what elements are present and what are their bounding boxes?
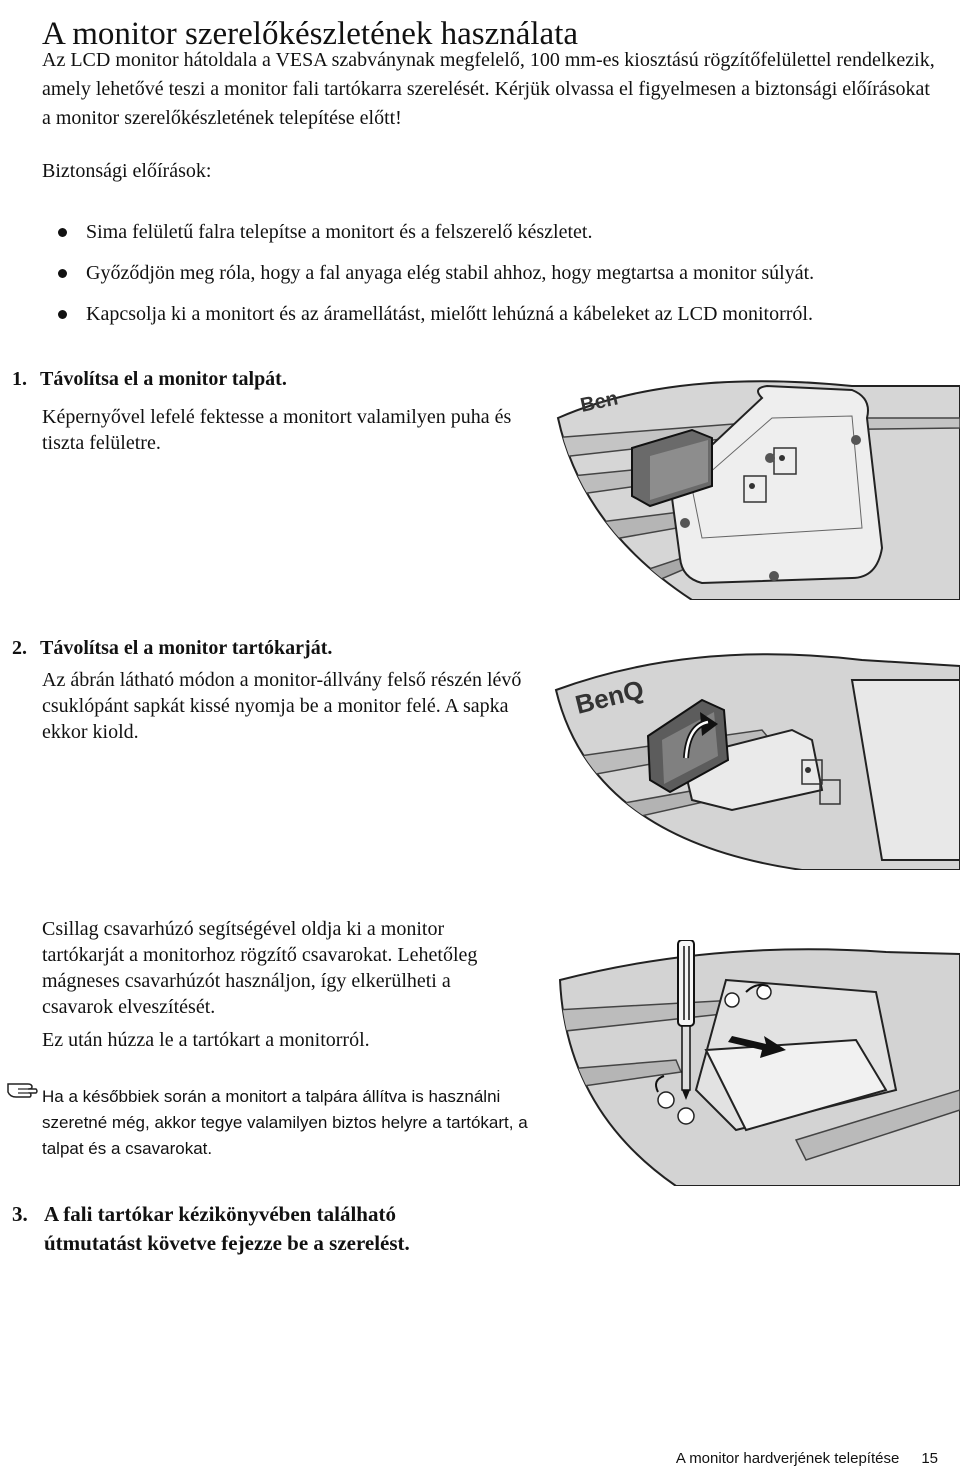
step2-screw-text: Csillag csavarhúzó segítségével oldja ki a monitor tartókarját a monitorhoz rögzítő csavarokat. Lehetőleg mágneses csavarhúzót használjon, így elkerülheti a csavarok elveszítését.: [42, 918, 478, 1018]
page-title: A monitor szerelőkészletének használata: [42, 16, 579, 53]
safety-item-text: Sima felületű falra telepítse a monitort és a felszerelő készletet.: [86, 221, 593, 243]
step3-number: 3.: [12, 1202, 28, 1226]
page-footer: [676, 1450, 938, 1467]
bullet-icon: [58, 310, 67, 319]
safety-list: [52, 216, 814, 339]
bullet-icon: [58, 269, 67, 278]
brand-logo: Ben: [578, 387, 621, 417]
step1-number: 1.: [12, 368, 27, 390]
safety-item: [52, 257, 814, 298]
safety-item-text: Kapcsolja ki a monitort és az áramellátást, mielőtt lehúzná a kábeleket az LCD monitorról.: [86, 303, 813, 325]
step2-heading-text: Távolítsa el a monitor tartókarját.: [40, 637, 333, 659]
step1-heading-text: Távolítsa el a monitor talpát.: [40, 368, 287, 390]
safety-item: [52, 298, 814, 339]
step2-text: Az ábrán látható módon a monitor-állvány felső részén lévő csuklópánt sapkát kissé nyomja be a monitor felé. A sapka ekkor kiold.: [42, 669, 522, 743]
safety-item: [52, 216, 814, 257]
page-number: 15: [921, 1450, 938, 1467]
hinge-cap-illustration: [552, 640, 960, 870]
pointing-hand-icon: [6, 1078, 40, 1100]
monitor-stand-illustration: [552, 378, 960, 600]
safety-heading: Biztonsági előírások:: [42, 160, 212, 182]
step2-number: 2.: [12, 637, 27, 659]
step3-heading-line1: A fali tartókar kézikönyvében található: [44, 1202, 396, 1226]
step2-pull-text: Ez után húzza le a tartókart a monitorról.: [42, 1029, 370, 1051]
intro-paragraph: Az LCD monitor hátoldala a VESA szabványnak megfelelő, 100 mm-es kiosztású rögzítőfelülettel rendelkezik, amely lehetővé teszi a monitor fali tartókarra szerelését. Kérjük olvassa el figyelmesen a biztonsági előírásokat a monitor szerelőkészletének telepítése előtt!: [42, 49, 935, 129]
step1-text: Képernyővel lefelé fektesse a monitort valamilyen puha és tiszta felületre.: [42, 406, 512, 454]
safety-item-text: Győződjön meg róla, hogy a fal anyaga elég stabil ahhoz, hogy megtartsa a monitor súlyát.: [86, 262, 815, 284]
step1-heading: [12, 368, 287, 391]
step3-heading-line2: útmutatást követve fejezze be a szerelést.: [44, 1231, 410, 1255]
screwdriver-illustration: [556, 940, 960, 1186]
note-text: Ha a későbbiek során a monitort a talpára állítva is használni szeretné még, akkor tegye valamilyen biztos helyre a tartókart, a talpat és a csavarokat.: [42, 1087, 528, 1158]
step3-heading: [12, 1200, 410, 1258]
bullet-icon: [58, 228, 67, 237]
brand-logo: BenQ: [572, 673, 647, 720]
step2-heading: [12, 637, 332, 660]
footer-section-title: A monitor hardverjének telepítése: [675, 1450, 900, 1467]
